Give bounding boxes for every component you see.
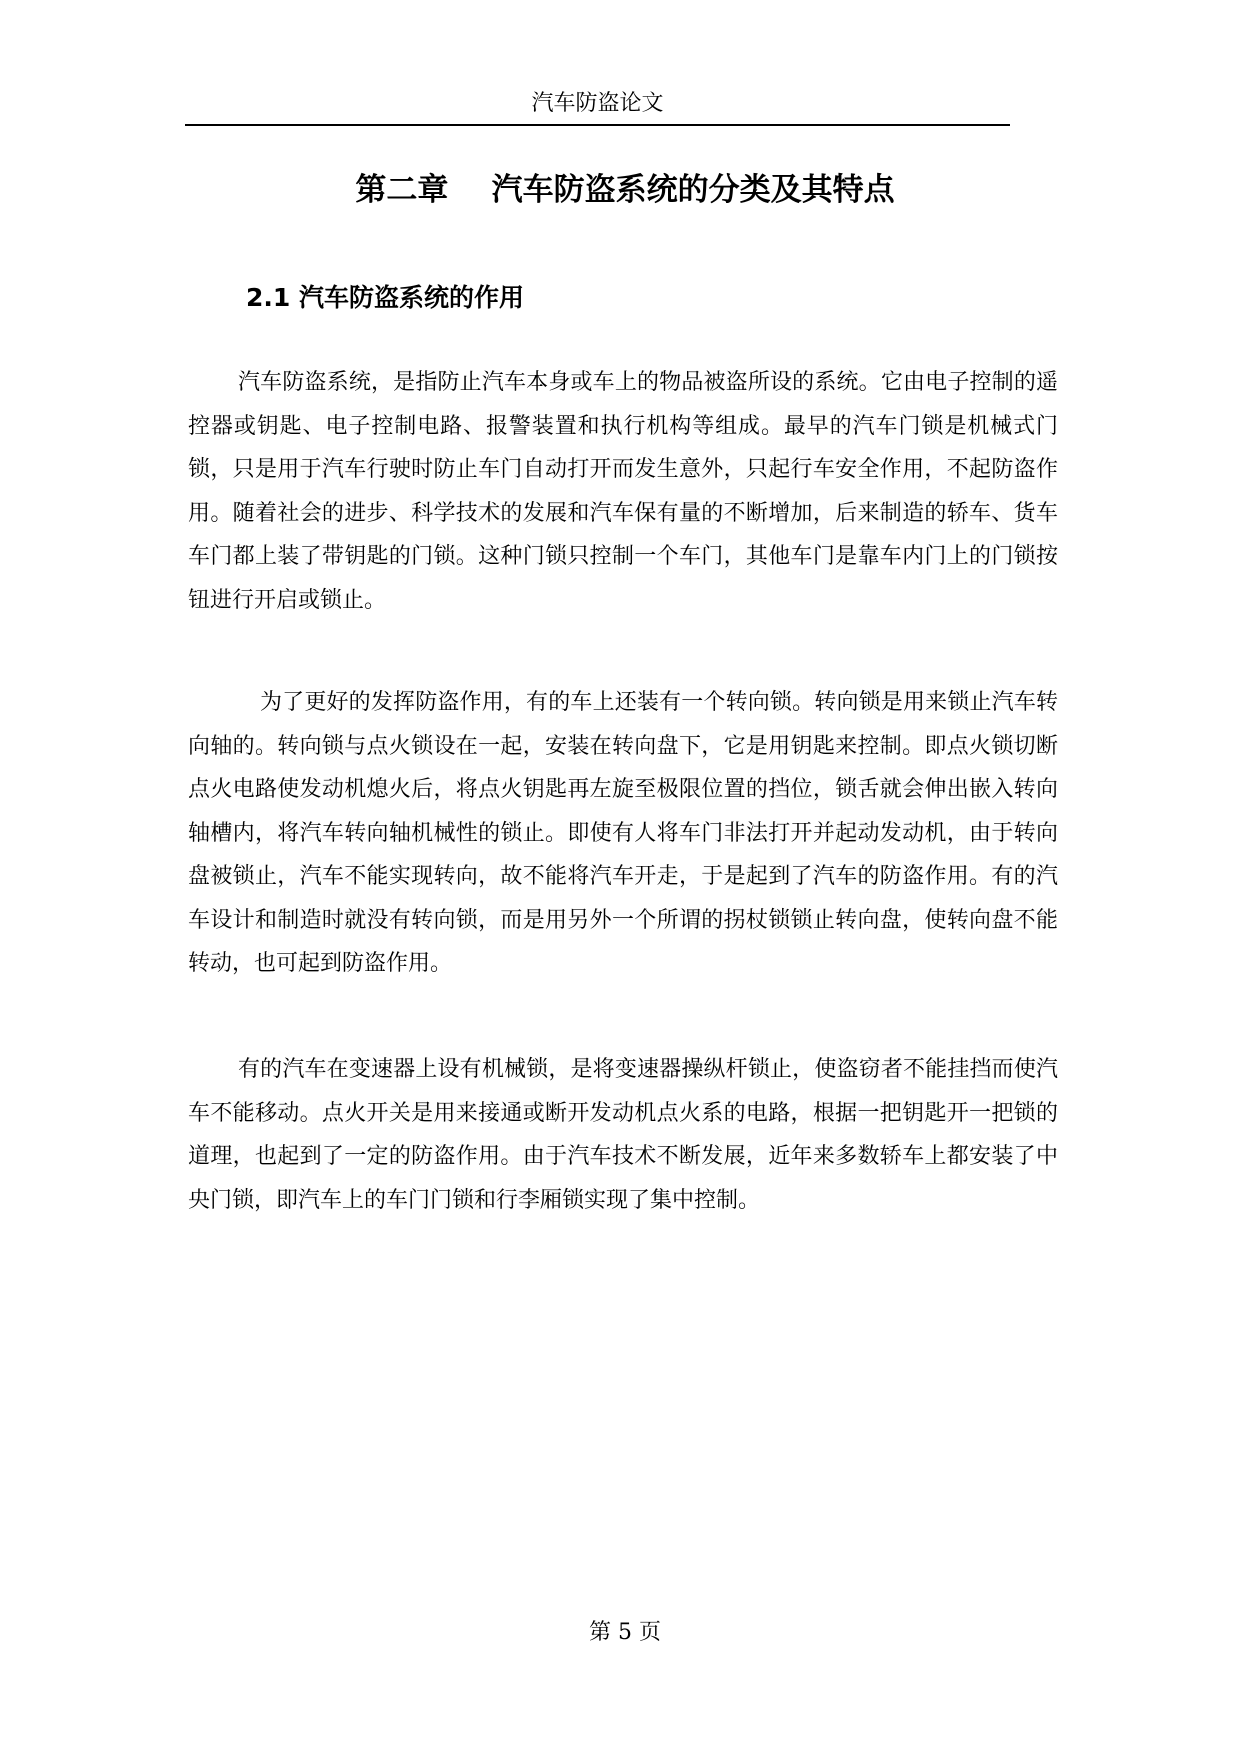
body-paragraph-2: 为了更好的发挥防盗作用，有的车上还装有一个转向锁。转向锁是用来锁止汽车转向轴的。转向锁与点火锁设在一起，安装在转向盘下，它是用钥匙来控制。即点火锁切断点火电路使发动机熄火后，将点火钥匙再左旋至极限位置的挡位，锁舌就会伸出嵌入转向轴槽内，将汽车转向轴机械性的锁止。即使有人将车门非法打开并起动发动机，由于转向盘被锁止，汽车不能实现转向，故不能将汽车开走，于是起到了汽车的防盗作用。有的汽车设计和制造时就没有转向锁，而是用另外一个所谓的拐杖锁锁止转向盘，使转向盘不能转动，也可起到防盗作用。 [188,690,1058,976]
page-header: 汽车防盗论文 [531,91,664,116]
chapter-title: 第二章 汽车防盗系统的分类及其特点 [355,172,895,208]
page-number: 第 5 页 [589,1620,661,1645]
body-paragraph-3: 有的汽车在变速器上设有机械锁，是将变速器操纵杆锁止，使盗窃者不能挂挡而使汽车不能移动。点火开关是用来接通或断开发动机点火系的电路，根据一把钥匙开一把锁的道理，也起到了一定的防盗作用。由于汽车技术不断发展，近年来多数轿车上都安装了中央门锁，即汽车上的车门门锁和行李厢锁实现了集中控制。 [188,1057,1058,1213]
body-paragraph-1: 汽车防盗系统，是指防止汽车本身或车上的物品被盗所设的系统。它由电子控制的遥控器或钥匙、电子控制电路、报警装置和执行机构等组成。最早的汽车门锁是机械式门锁，只是用于汽车行驶时防止车门自动打开而发生意外，只起行车安全作用，不起防盗作用。随着社会的进步、科学技术的发展和汽车保有量的不断增加，后来制造的轿车、货车车门都上装了带钥匙的门锁。这种门锁只控制一个车门，其他车门是靠车内门上的门锁按钮进行开启或锁止。 [188,370,1058,613]
section-heading: 2.1 汽车防盗系统的作用 [246,283,524,312]
header-divider [185,124,1010,126]
